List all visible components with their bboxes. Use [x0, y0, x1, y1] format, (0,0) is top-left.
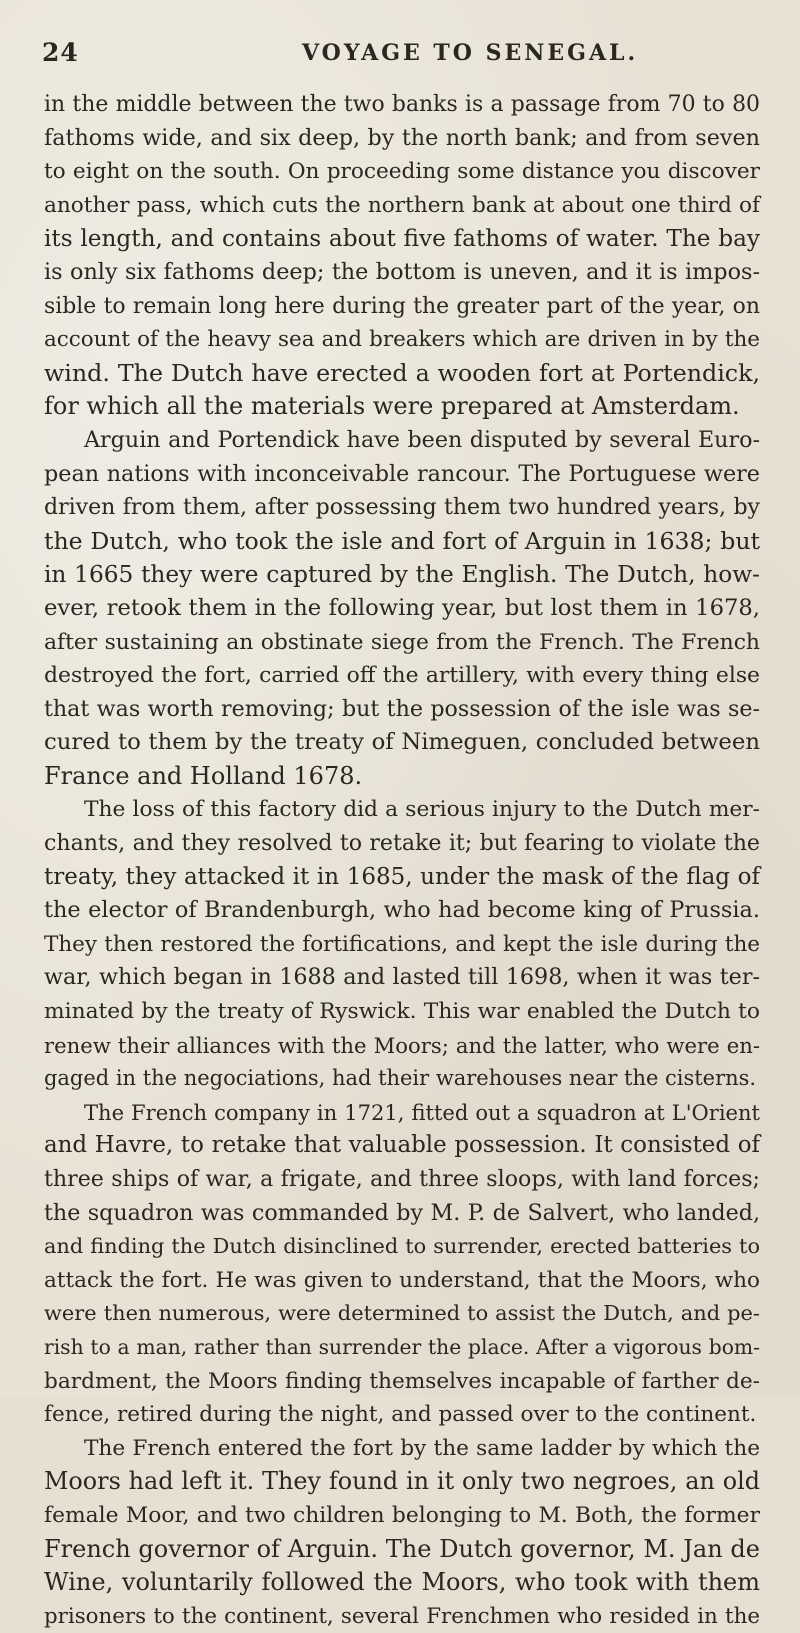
- text-line: gaged in the negociations, had their warehouses near the cisterns.: [44, 1066, 757, 1091]
- text-line: fathoms wide, and six deep, by the north bank; and from seven: [44, 124, 760, 151]
- text-line: were then numerous, were determined to assist the Dutch, and pe-: [44, 1301, 760, 1326]
- running-head: VOYAGE TO SENEGAL.: [302, 40, 639, 66]
- text-line: wind. The Dutch have erected a wooden fort at Portendick,: [44, 358, 760, 387]
- text-line: treaty, they attacked it in 1685, under the mask of the flag of: [44, 863, 760, 890]
- text-line: after sustaining an obstinate siege from the French. The French: [44, 629, 760, 655]
- text-line: for which all the materials were prepared at Amsterdam.: [44, 392, 740, 421]
- text-line: female Moor, and two children belonging to M. Both, the former: [44, 1502, 760, 1528]
- text-line: ever, retook them in the following year, but lost them in 1678,: [44, 594, 760, 621]
- text-line: Moors had left it. They found in it only two negroes, an old: [44, 1467, 760, 1496]
- text-line: to eight on the south. On proceeding some distance you discover: [44, 159, 760, 185]
- text-line: cured to them by the treaty of Nimeguen, concluded between: [44, 729, 760, 756]
- page-number: 24: [42, 38, 79, 67]
- text-line: renew their alliances with the Moors; and the latter, who were en-: [44, 1032, 760, 1058]
- text-line: France and Holland 1678.: [44, 761, 363, 790]
- text-line: the Dutch, who took the isle and fort of Arguin in 1638; but: [44, 526, 760, 555]
- text-line: The loss of this factory did a serious injury to the Dutch mer-: [84, 797, 760, 823]
- text-line: Arguin and Portendick have been disputed by several Euro-: [84, 426, 760, 453]
- text-line: its length, and contains about five fathoms of water. The bay: [44, 225, 760, 253]
- text-line: the squadron was commanded by M. P. de Salvert, who landed,: [44, 1199, 760, 1226]
- text-line: that was worth removing; but the possession of the isle was se-: [44, 695, 760, 722]
- text-line: minated by the treaty of Ryswick. This war enabled the Dutch to: [44, 999, 760, 1025]
- page-header: [42, 38, 760, 78]
- text-line: in 1665 they were captured by the English. The Dutch, how-: [44, 561, 760, 589]
- text-line: is only six fathoms deep; the bottom is uneven, and it is impos-: [44, 258, 760, 285]
- text-line: French governor of Arguin. The Dutch governor, M. Jan de: [44, 1534, 760, 1563]
- text-line: The French entered the fort by the same ladder by which the: [84, 1435, 760, 1461]
- text-line: the elector of Brandenburgh, who had become king of Prussia.: [44, 897, 760, 924]
- text-line: rish to a man, rather than surrender the place. After a vigorous bom-: [44, 1334, 760, 1359]
- text-line: and Havre, to retake that valuable possession. It consisted of: [44, 1132, 760, 1159]
- text-line: fence, retired during the night, and passed over to the continent.: [44, 1402, 757, 1428]
- text-line: three ships of war, a frigate, and three sloops, with land forces;: [44, 1166, 760, 1192]
- text-line: The French company in 1721, fitted out a squadron at L'Orient: [84, 1099, 760, 1125]
- text-line: bardment, the Moors finding themselves incapable of farther de-: [44, 1368, 760, 1394]
- text-line: and finding the Dutch disinclined to surrender, erected batteries to: [44, 1234, 760, 1259]
- text-line: destroyed the fort, carried off the artillery, with every thing else: [44, 663, 760, 689]
- text-line: They then restored the fortifications, and kept the isle during the: [44, 931, 760, 957]
- text-line: sible to remain long here during the greater part of the year, on: [44, 293, 760, 319]
- text-line: in the middle between the two banks is a passage from 70 to 80: [44, 92, 760, 117]
- text-line: another pass, which cuts the northern bank at about one third of: [44, 192, 760, 218]
- text-line: pean nations with inconceivable rancour. The Portuguese were: [44, 460, 760, 487]
- text-line: account of the heavy sea and breakers which are driven in by the: [44, 327, 760, 353]
- text-line: attack the fort. He was given to understand, that the Moors, who: [44, 1267, 760, 1293]
- text-line: chants, and they resolved to retake it; but fearing to violate the: [44, 830, 760, 857]
- body-text: [44, 88, 760, 1633]
- text-line: war, which began in 1688 and lasted till 1698, when it was ter-: [44, 964, 760, 991]
- text-line: Wine, voluntarily followed the Moors, who took with them: [44, 1568, 760, 1597]
- text-line: prisoners to the continent, several Frenchmen who resided in the: [44, 1603, 760, 1629]
- text-line: driven from them, after possessing them two hundred years, by: [44, 495, 760, 521]
